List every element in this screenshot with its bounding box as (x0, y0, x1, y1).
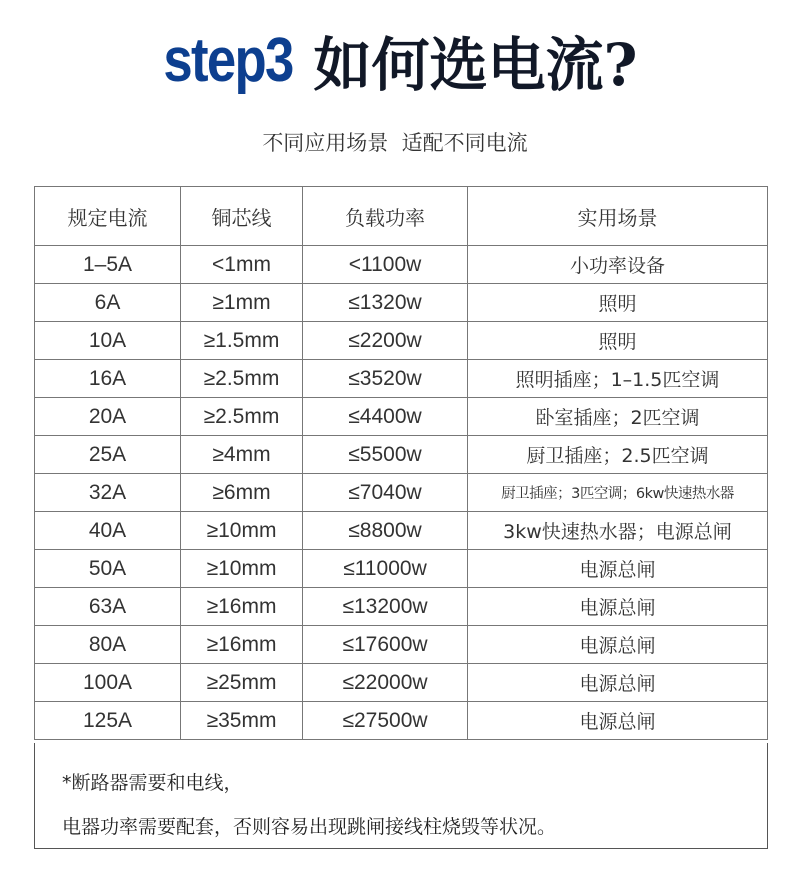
column-header: 负载功率 (303, 187, 468, 246)
load-power-cell: ≤13200w (303, 588, 468, 626)
copper-wire-cell: ≥1.5mm (181, 322, 303, 360)
copper-wire-cell: ≥6mm (181, 474, 303, 512)
rated-current-cell: 125A (35, 702, 181, 740)
table-row (35, 588, 768, 626)
table-row (35, 322, 768, 360)
load-power-cell: ≤3520w (303, 360, 468, 398)
copper-wire-cell: <1mm (181, 246, 303, 284)
copper-wire-cell: ≥10mm (181, 512, 303, 550)
table-row (35, 436, 768, 474)
rated-current-cell: 100A (35, 664, 181, 702)
rated-current-cell: 40A (35, 512, 181, 550)
rated-current-cell: 6A (35, 284, 181, 322)
usage-scene-cell: 照明 (468, 322, 768, 360)
subtitle: 不同应用场景 适配不同电流 (262, 131, 528, 155)
column-header: 实用场景 (468, 187, 768, 246)
load-power-cell: ≤8800w (303, 512, 468, 550)
rated-current-cell: 16A (35, 360, 181, 398)
copper-wire-cell: ≥16mm (181, 588, 303, 626)
rated-current-cell: 25A (35, 436, 181, 474)
load-power-cell: ≤27500w (303, 702, 468, 740)
usage-scene-cell: 电源总闸 (468, 664, 768, 702)
usage-scene-cell: 卧室插座；2匹空调 (468, 398, 768, 436)
copper-wire-cell: ≥25mm (181, 664, 303, 702)
load-power-cell: ≤2200w (303, 322, 468, 360)
table-row (35, 398, 768, 436)
load-power-cell: ≤22000w (303, 664, 468, 702)
table-row (35, 246, 768, 284)
copper-wire-cell: ≥4mm (181, 436, 303, 474)
current-selection-table (34, 186, 768, 740)
load-power-cell: ≤11000w (303, 550, 468, 588)
usage-scene-cell: 3kw快速热水器；电源总闸 (468, 512, 768, 550)
footnote-line-2: 电器功率需要配套，否则容易出现跳闸接线柱烧毁等状况。 (62, 816, 557, 838)
footnote (34, 743, 768, 849)
table-row (35, 474, 768, 512)
rated-current-cell: 80A (35, 626, 181, 664)
copper-wire-cell: ≥2.5mm (181, 360, 303, 398)
rated-current-cell: 32A (35, 474, 181, 512)
table-row (35, 284, 768, 322)
usage-scene-cell: 电源总闸 (468, 626, 768, 664)
table-row (35, 626, 768, 664)
table-row (35, 550, 768, 588)
rated-current-cell: 1–5A (35, 246, 181, 284)
rated-current-cell: 20A (35, 398, 181, 436)
table-header (35, 187, 768, 246)
usage-scene-cell: 电源总闸 (468, 588, 768, 626)
table-row (35, 702, 768, 740)
copper-wire-cell: ≥35mm (181, 702, 303, 740)
usage-scene-cell: 小功率设备 (468, 246, 768, 284)
load-power-cell: ≤17600w (303, 626, 468, 664)
usage-scene-cell: 厨卫插座；3匹空调；6kw快速热水器 (468, 474, 768, 512)
usage-scene-cell: 照明 (468, 284, 768, 322)
rated-current-cell: 63A (35, 588, 181, 626)
title-step: step3 (163, 25, 294, 95)
title-question: 如何选电流? (313, 31, 638, 99)
copper-wire-cell: ≥2.5mm (181, 398, 303, 436)
load-power-cell: ≤7040w (303, 474, 468, 512)
page-title (0, 18, 790, 102)
usage-scene-cell: 电源总闸 (468, 702, 768, 740)
copper-wire-cell: ≥1mm (181, 284, 303, 322)
usage-scene-cell: 厨卫插座；2.5匹空调 (468, 436, 768, 474)
usage-scene-cell: 照明插座；1–1.5匹空调 (468, 360, 768, 398)
load-power-cell: ≤1320w (303, 284, 468, 322)
rated-current-cell: 50A (35, 550, 181, 588)
table-row (35, 664, 768, 702)
rated-current-cell: 10A (35, 322, 181, 360)
copper-wire-cell: ≥16mm (181, 626, 303, 664)
footnote-line-1: *断路器需要和电线， (62, 772, 243, 794)
table-row (35, 360, 768, 398)
column-header: 规定电流 (35, 187, 181, 246)
load-power-cell: ≤4400w (303, 398, 468, 436)
load-power-cell: <1100w (303, 246, 468, 284)
table-row (35, 512, 768, 550)
load-power-cell: ≤5500w (303, 436, 468, 474)
usage-scene-cell: 电源总闸 (468, 550, 768, 588)
column-header: 铜芯线 (181, 187, 303, 246)
copper-wire-cell: ≥10mm (181, 550, 303, 588)
